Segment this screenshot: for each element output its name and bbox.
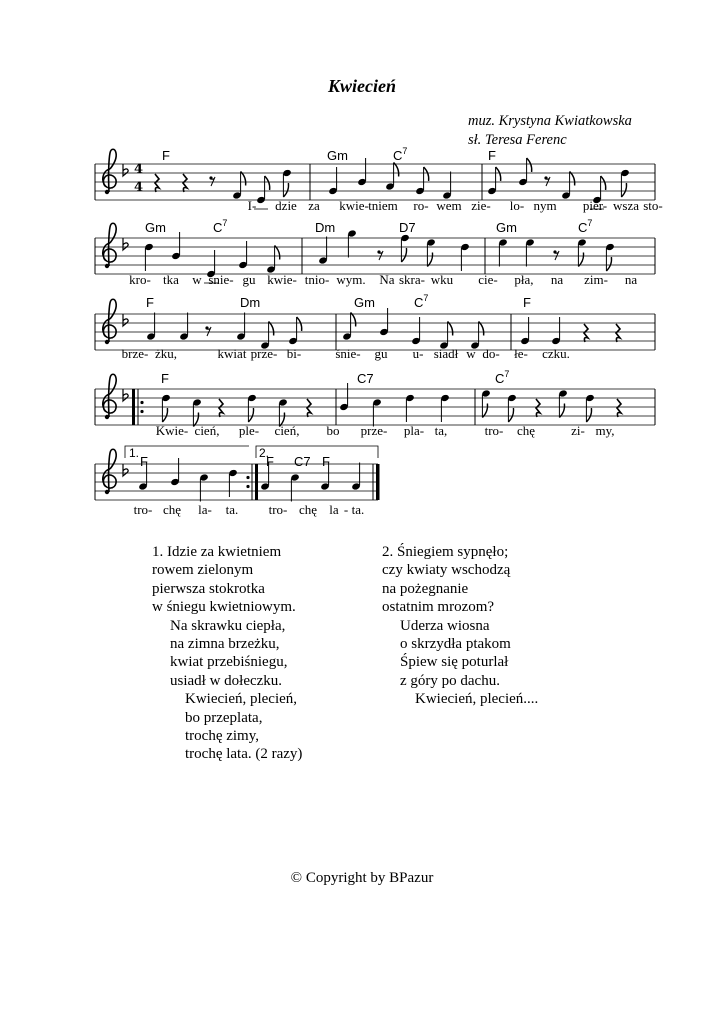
note: [199, 473, 209, 501]
lyric-syllable: Na: [379, 272, 395, 287]
note: [339, 383, 349, 411]
chord-root: Dm: [315, 220, 336, 235]
note: [357, 158, 367, 186]
repeat-dot: [246, 485, 249, 488]
verse-2-line: ostatnim mrozom?: [382, 599, 495, 616]
note-flag: [297, 317, 302, 331]
lyric-syllable: pla-: [403, 423, 425, 438]
chord-root: F: [146, 295, 154, 310]
note: [440, 394, 450, 422]
chord-symbol: [161, 371, 169, 386]
chord-symbol: [145, 220, 166, 235]
key-flat-icon: [123, 238, 128, 250]
note: [347, 229, 357, 257]
note: [405, 394, 415, 422]
verse-2-line: o skrzydła ptakom: [400, 635, 511, 652]
repeat-dot: [140, 401, 143, 404]
note: [520, 317, 530, 345]
note: [254, 176, 270, 209]
lyric-syllable: kwie-: [339, 198, 369, 213]
note: [232, 172, 246, 200]
chord-root: C: [213, 220, 223, 235]
lyric-syllable: ple-: [238, 423, 260, 438]
chord-symbol: [523, 295, 531, 310]
chord-root: Gm: [354, 295, 375, 310]
lyric-syllable: tnio-: [304, 272, 330, 287]
note-flag: [508, 408, 513, 422]
note-flag: [265, 176, 270, 190]
note: [146, 313, 156, 341]
lyric-syllable: tka: [163, 272, 179, 287]
verse-1-line: Kwiecień, plecień,: [185, 691, 298, 708]
note: [266, 246, 280, 274]
chord-root: F: [488, 148, 496, 163]
chord-symbol: [146, 295, 154, 310]
composer-credit: muz. Krystyna Kwiatkowska: [468, 113, 632, 129]
quarter-rest-icon: [307, 399, 311, 417]
chord-extension: 7: [423, 293, 429, 303]
chord-root: C: [495, 371, 505, 386]
note: [328, 167, 338, 195]
verse-2: [382, 543, 538, 709]
note: [400, 234, 410, 262]
chord-symbol: [354, 295, 375, 310]
chord-symbol: [213, 218, 227, 235]
lyric-syllable: kwie-: [267, 272, 297, 287]
note: [411, 317, 421, 345]
key-flat-icon: [123, 164, 128, 176]
chord-symbol: [266, 454, 274, 469]
note: [558, 389, 568, 417]
note: [507, 394, 517, 422]
chord-symbol: [162, 148, 170, 163]
note-flag: [578, 253, 583, 267]
volta-2-label: 2.: [259, 446, 270, 460]
note: [605, 243, 615, 271]
note-flag: [401, 248, 406, 262]
quarter-rest-icon: [536, 399, 540, 417]
note-flag: [527, 158, 532, 172]
song-title: Kwiecień: [328, 76, 396, 96]
verse-2-line: Śpiew się poturlał: [400, 654, 509, 671]
note: [577, 238, 587, 266]
repeat-start-thick-bar: [132, 389, 135, 425]
verse-1-line: kwiat przebiśniegu,: [170, 654, 288, 671]
lyric-syllable: la-: [198, 502, 212, 517]
volta-2-bracket: [256, 446, 378, 458]
quarter-rest-icon: [617, 399, 621, 417]
note-flag: [427, 253, 432, 267]
treble-clef-icon: [103, 299, 116, 344]
quarter-rest-icon: [155, 174, 159, 192]
chord-extension: 7: [402, 146, 408, 156]
lyric-syllable: wem: [436, 198, 462, 213]
chord-symbol: [240, 295, 260, 310]
lyric-syllable: dzie: [275, 198, 297, 213]
chord-root: C: [414, 295, 424, 310]
chord-root: F: [162, 148, 170, 163]
chord-symbol: [327, 148, 348, 163]
verse-1-line: w śniegu kwietniowym.: [152, 599, 296, 616]
chord-extension: 7: [222, 218, 228, 228]
chord-root: F: [140, 454, 148, 469]
chord-symbol: [496, 220, 517, 235]
lyric-syllable: cie-: [478, 272, 498, 287]
chord-root: C: [578, 220, 588, 235]
note: [282, 169, 292, 197]
note-flag: [606, 257, 611, 271]
copyright-notice: © Copyright by BPazur: [290, 870, 434, 886]
verse-1-line: pierwsza stokrotka: [152, 580, 265, 597]
lyric-syllable: la: [329, 502, 339, 517]
lyric-syllable: chę: [298, 502, 318, 517]
lyric-syllable: wsza: [613, 198, 639, 213]
note-flag: [621, 183, 626, 197]
lyric-syllable: tro-: [133, 502, 153, 517]
verse-1-line: Na skrawku ciepła,: [170, 617, 286, 634]
lyric-syllable: pier-: [582, 198, 608, 213]
note: [290, 473, 300, 501]
lyric-syllable: zim-: [584, 272, 608, 287]
lyric-syllable: kro-: [129, 272, 151, 287]
lyric-syllable: w: [466, 346, 476, 361]
chord-symbol: [294, 454, 311, 469]
verse-2-line: na pożegnanie: [382, 580, 469, 597]
note: [498, 238, 508, 266]
note-flag: [241, 172, 246, 186]
lyric-syllable: łe-: [514, 346, 528, 361]
lyric-syllable: żku,: [154, 346, 178, 361]
lyric-syllable: chę: [162, 502, 182, 517]
lyric-syllable: prze-: [250, 346, 278, 361]
lyric-syllable: skra-: [399, 272, 425, 287]
lyric-syllable: tro-: [484, 423, 504, 438]
lyric-syllable: ro-: [413, 198, 429, 213]
staff-system-1: [95, 149, 655, 200]
lyric-syllable: do-: [482, 346, 500, 361]
note: [551, 317, 561, 345]
note: [561, 172, 575, 200]
lyric-syllable: siadł: [433, 346, 459, 361]
verse-1-line: rowem zielonym: [152, 562, 254, 579]
verse-1-line: trochę lata. (2 razy): [185, 746, 303, 763]
eighth-rest-icon: [209, 176, 215, 186]
chord-root: Gm: [145, 220, 166, 235]
staff-system-2: [95, 223, 655, 274]
key-flat-icon: [123, 314, 128, 326]
eighth-rest-icon: [205, 326, 211, 336]
note: [170, 458, 180, 486]
final-thick-bar: [376, 464, 380, 500]
lyric-syllable: I-: [247, 198, 257, 213]
time-signature-top: 4: [134, 162, 144, 177]
note: [379, 308, 389, 336]
verse-1-line: usiadł w dołeczku.: [170, 672, 283, 689]
note: [481, 389, 491, 417]
note: [342, 313, 356, 341]
verse-2-line: 2. Śniegiem sypnęło;: [382, 544, 509, 560]
note-flag: [248, 408, 253, 422]
chord-root: F: [266, 454, 274, 469]
repeat-dot: [246, 476, 249, 479]
note-flag: [269, 322, 274, 336]
treble-clef-icon: [103, 374, 116, 419]
lyric-syllable: na: [624, 272, 638, 287]
eighth-rest-icon: [553, 250, 559, 260]
note: [161, 394, 171, 422]
lyric-syllable: cień,: [274, 423, 300, 438]
eighth-rest-icon: [544, 176, 550, 186]
verse-2-line: czy kwiaty wschodzą: [382, 562, 511, 579]
lyric-syllable: śnie-: [208, 272, 234, 287]
repeat-end-thick-bar: [255, 464, 258, 500]
note-flag: [283, 183, 288, 197]
key-flat-icon: [123, 464, 128, 476]
chord-symbol: [357, 371, 374, 386]
staff-system-4: [95, 374, 655, 425]
chord-symbol: [399, 220, 416, 235]
lyric-syllable: zie-: [471, 198, 491, 213]
lyric-syllable: cień,: [194, 423, 220, 438]
lyric-syllable: wym.: [336, 272, 366, 287]
chord-root: F: [322, 454, 330, 469]
chord-symbol: [140, 454, 148, 469]
lyric-syllable: ta,: [434, 423, 448, 438]
chord-symbol: [495, 369, 509, 386]
verse-2-line: z góry po dachu.: [400, 672, 500, 689]
note: [238, 241, 248, 269]
lyric-syllable: czku.: [542, 346, 570, 361]
note-flag: [479, 322, 484, 336]
staff-system-3: [95, 299, 655, 350]
note: [247, 394, 257, 422]
quarter-rest-icon: [183, 174, 187, 192]
chord-symbol: [578, 218, 592, 235]
chord-symbol: [315, 220, 335, 235]
lyric-syllable: śnie-: [335, 346, 361, 361]
lyric-syllable: nym: [533, 198, 557, 213]
treble-clef-icon: [103, 149, 116, 194]
chord-root: Gm: [496, 220, 517, 235]
lyric-syllable: -: [343, 502, 349, 517]
lyric-syllable: na: [550, 272, 564, 287]
chord-extension: 7: [504, 369, 510, 379]
lyrics-group: [122, 198, 663, 517]
note-flag: [394, 163, 399, 177]
note-flag: [351, 313, 356, 327]
note-flag: [496, 167, 501, 181]
note: [351, 463, 361, 491]
lyric-syllable: gu: [374, 346, 388, 361]
treble-clef-icon: [103, 449, 116, 494]
note: [236, 313, 246, 341]
lyric-syllable: u-: [412, 346, 424, 361]
verse-1-line: 1. Idzie za kwietniem: [152, 544, 282, 560]
treble-clef-icon: [103, 223, 116, 268]
lyric-syllable: tro-: [268, 502, 288, 517]
note-flag: [586, 408, 591, 422]
note-flag: [482, 404, 487, 418]
staff-system-5: [95, 446, 380, 500]
repeat-dot: [140, 410, 143, 413]
lyric-syllable: ta.: [225, 502, 239, 517]
verse-2-line: Uderza wiosna: [400, 617, 490, 634]
note-flag: [559, 404, 564, 418]
verse-1-line: bo przeplata,: [185, 709, 263, 726]
note: [144, 243, 154, 271]
chord-symbol: [488, 148, 496, 163]
note: [460, 243, 470, 271]
eighth-rest-icon: [377, 250, 383, 260]
quarter-rest-icon: [616, 324, 620, 342]
chord-root: D7: [399, 220, 416, 235]
lyric-syllable: zi-: [571, 423, 585, 438]
quarter-rest-icon: [219, 399, 223, 417]
chord-symbol: [393, 146, 407, 163]
note-flag: [424, 167, 429, 181]
note: [228, 469, 238, 497]
chord-root: F: [161, 371, 169, 386]
quarter-rest-icon: [584, 324, 588, 342]
lyric-syllable: prze-: [360, 423, 388, 438]
lyric-syllable: kwiat: [217, 346, 247, 361]
lyric-syllable: pła,: [514, 272, 534, 287]
lyric-syllable: za: [308, 198, 320, 213]
note-flag: [275, 246, 280, 260]
lyric-syllable: brze-: [121, 346, 149, 361]
note-flag: [448, 322, 453, 336]
lyric-syllable: lo-: [509, 198, 525, 213]
lyric-syllable: bo: [326, 423, 340, 438]
chord-symbols: [140, 146, 592, 469]
lyric-syllable: bi-: [286, 346, 302, 361]
lyric-syllable: w: [192, 272, 202, 287]
note: [426, 238, 436, 266]
note: [318, 237, 328, 265]
note-flag: [570, 172, 575, 186]
lyric-syllable: Kwie-: [155, 423, 189, 438]
lyric-syllable: chę: [516, 423, 536, 438]
chord-root: C7: [294, 454, 311, 469]
lyric-syllable: tniem: [368, 198, 398, 213]
note-flag: [162, 408, 167, 422]
lyricist-credit: sł. Teresa Ferenc: [468, 132, 567, 148]
lyric-syllable: gu: [242, 272, 256, 287]
chord-symbol: [322, 454, 330, 469]
note: [179, 313, 189, 341]
lyric-syllable: my,: [595, 423, 615, 438]
note: [171, 232, 181, 260]
verse-2-line: Kwiecień, plecień....: [415, 691, 539, 708]
note: [585, 394, 595, 422]
lyric-syllable: sto-: [643, 198, 663, 213]
key-flat-icon: [123, 389, 128, 401]
chord-symbol: [414, 293, 428, 310]
note: [385, 163, 399, 191]
verse-1-line: trochę zimy,: [185, 727, 259, 744]
chord-root: F: [523, 295, 531, 310]
chord-extension: 7: [587, 218, 593, 228]
chord-root: C7: [357, 371, 374, 386]
lyric-syllable: ta.: [351, 502, 365, 517]
note-flag: [601, 176, 606, 190]
time-signature-bottom: 4: [134, 180, 144, 195]
verse-1: [152, 543, 302, 764]
chord-root: Gm: [327, 148, 348, 163]
chord-root: Dm: [240, 295, 261, 310]
chord-root: C: [393, 148, 403, 163]
volta-1-label: 1.: [129, 446, 140, 460]
note: [525, 238, 535, 266]
note: [442, 172, 452, 200]
verse-1-line: na zimna brzeżku,: [170, 635, 280, 652]
note: [620, 169, 630, 197]
lyric-syllable: wku: [430, 272, 454, 287]
